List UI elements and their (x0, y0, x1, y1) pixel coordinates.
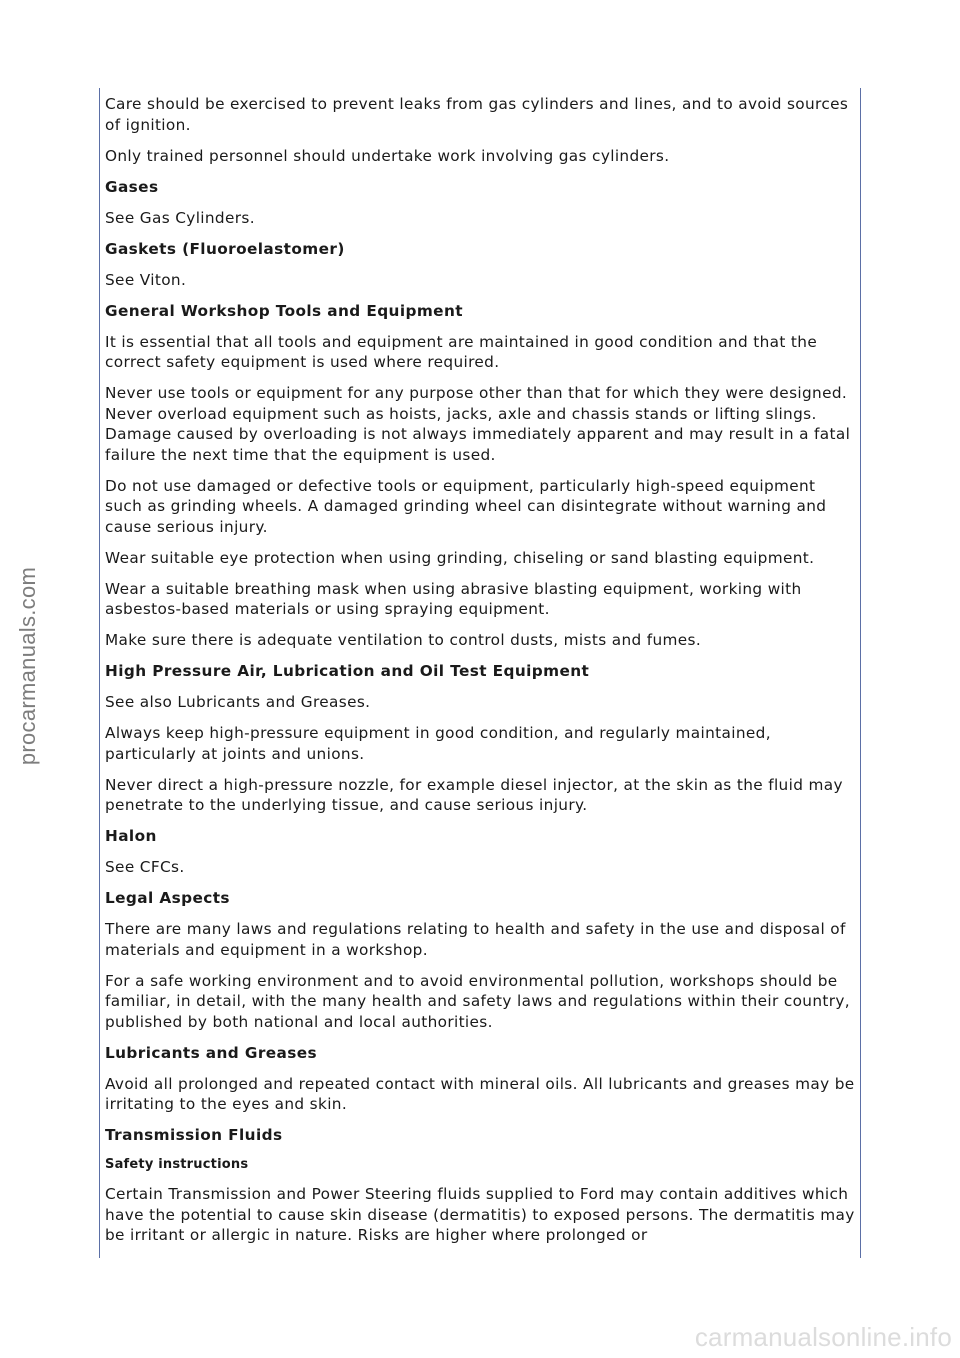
paragraph: Wear a suitable breathing mask when using abrasive blasting equipment, working with asbestos-based materials or using spraying equipment. (105, 579, 802, 618)
paragraph: Make sure there is adequate ventilation to control dusts, mists and fumes. (105, 631, 702, 649)
paragraph: See also Lubricants and Greases. (105, 693, 371, 711)
paragraph: There are many laws and regulations relating to health and safety in the use and disposal of materials and equipment in a workshop. (105, 920, 846, 959)
section-heading-high-pressure: High Pressure Air, Lubrication and Oil Test Equipment (105, 662, 590, 680)
section-heading-tools: General Workshop Tools and Equipment (105, 301, 463, 320)
paragraph: Always keep high-pressure equipment in good condition, and regularly maintained, particularly at joints and unions. (105, 724, 771, 763)
section-heading-gaskets: Gaskets (Fluoroelastomer) (105, 239, 345, 258)
paragraph: Never direct a high-pressure nozzle, for example diesel injector, at the skin as the fluid may penetrate to the underlying tissue, and cause serious injury. (105, 775, 843, 814)
paragraph: For a safe working environment and to avoid environmental pollution, workshops should be familiar, in detail, with the many health and safety laws and regulations within their country, published by both national and local authorities. (105, 971, 850, 1031)
section-heading-halon: Halon (105, 827, 157, 845)
side-watermark-text: procarmanuals.com (15, 566, 40, 766)
footer-watermark: carmanualsonline.info (694, 1322, 952, 1352)
paragraph: See CFCs. (105, 858, 185, 876)
paragraph: Wear suitable eye protection when using grinding, chiseling or sand blasting equipment. (105, 548, 815, 567)
document-body (105, 94, 857, 1256)
paragraph: Avoid all prolonged and repeated contact with mineral oils. All lubricants and greases may be irritating to the eyes and skin. (105, 1074, 855, 1113)
paragraph: Only trained personnel should undertake work involving gas cylinders. (105, 146, 670, 165)
side-watermark (3, 556, 53, 776)
paragraph: It is essential that all tools and equipment are maintained in good condition and that the correct safety equipment is used where required. (105, 332, 818, 371)
paragraph: Never use tools or equipment for any purpose other than that for which they were designed. Never overload equipment such as hoists, jacks, axle and chassis stands or lifting slings. Damage caused by overloading is not always immediately apparent and may result in a fatal failure the next time that the equipment is used. (105, 384, 851, 464)
section-heading-gases: Gases (105, 177, 159, 196)
paragraph: Care should be exercised to prevent leaks from gas cylinders and lines, and to avoid sources of ignition. (105, 95, 849, 134)
section-heading-lubricants: Lubricants and Greases (105, 1043, 318, 1062)
section-heading-transmission: Transmission Fluids (105, 1126, 283, 1144)
subheading-safety-instructions: Safety instructions (105, 1157, 249, 1172)
paragraph: See Viton. (105, 270, 187, 289)
page-number (410, 1300, 490, 1310)
paragraph: Certain Transmission and Power Steering fluids supplied to Ford may contain additives which have the potential to cause skin disease (dermatitis) to exposed persons. The dermatitis may be irritant or allergic in nature. Risks are higher where prolonged or (105, 1185, 855, 1244)
paragraph: Do not use damaged or defective tools or equipment, particularly high-speed equipment such as grinding wheels. A damaged grinding wheel can disintegrate without warning and cause serious injury. (105, 476, 827, 536)
paragraph: See Gas Cylinders. (105, 208, 255, 227)
section-heading-legal: Legal Aspects (105, 889, 230, 907)
